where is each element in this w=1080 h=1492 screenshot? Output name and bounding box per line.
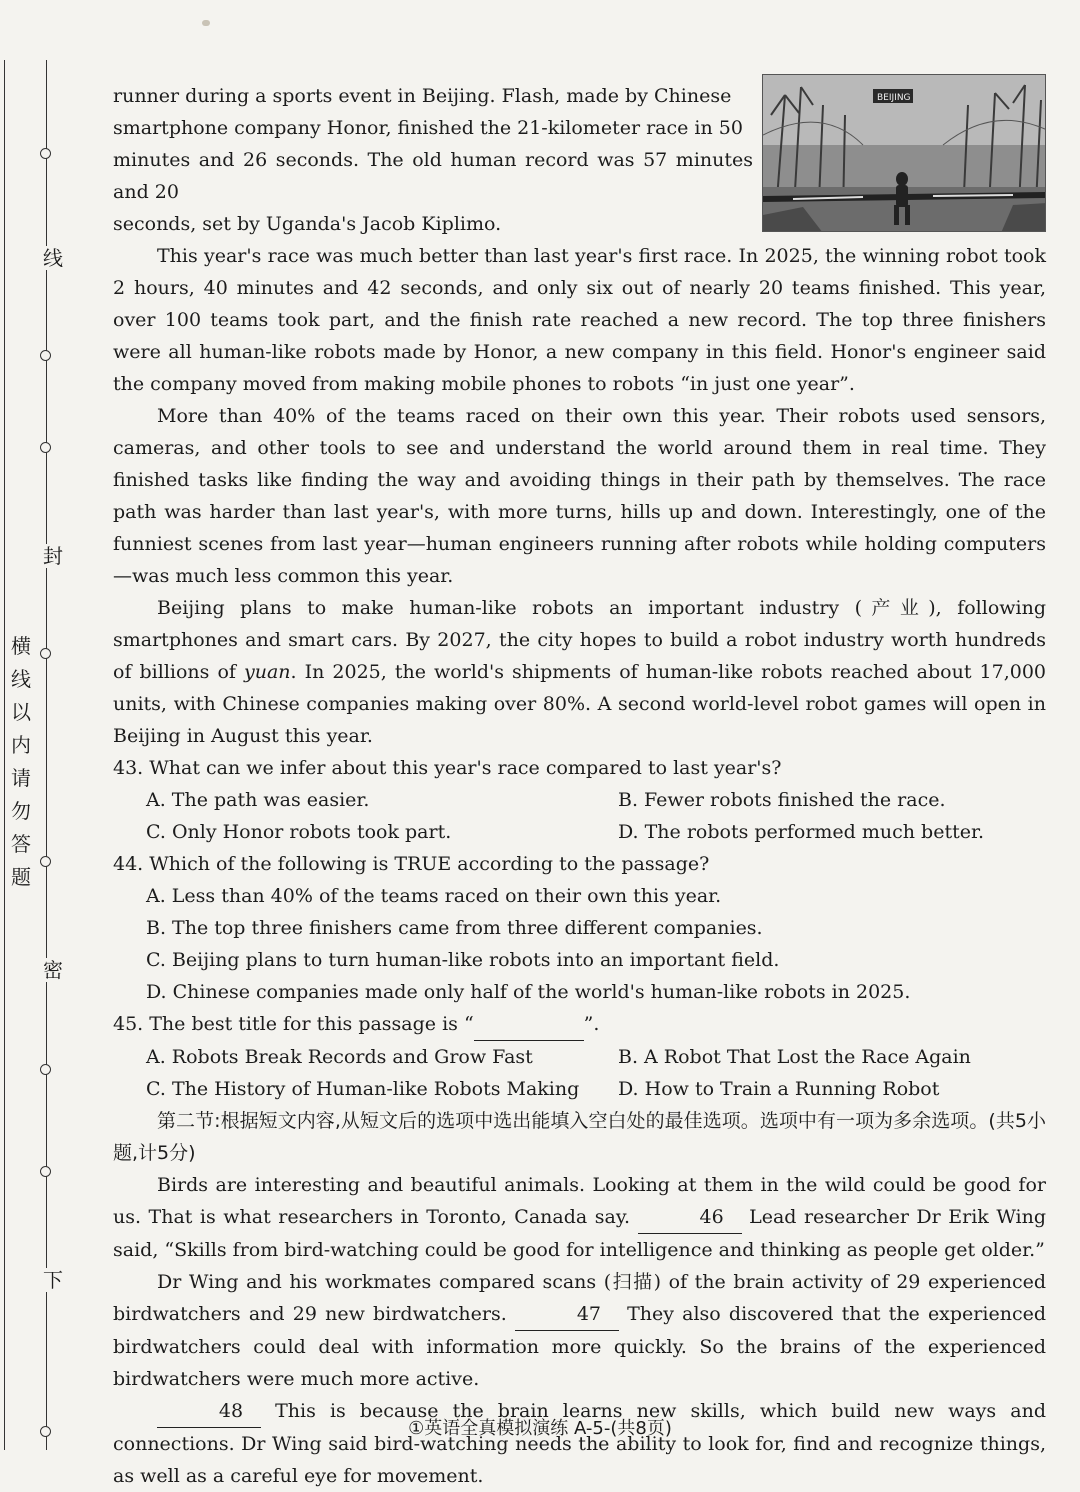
passage-line: seconds, set by Uganda's Jacob Kiplimo. — [113, 213, 502, 235]
option-c: C. Beijing plans to turn human-like robots into an important field. — [146, 949, 780, 971]
paragraph-text: Birds are interesting and beautiful animals. Looking at them in the wild could be good for us. That is what researchers in Toronto, Canada say. — [113, 1174, 1046, 1228]
option-a: A. Less than 40% of the teams raced on their own this year. — [146, 885, 722, 907]
page-footer: ①英语全真模拟演练 A-5-(共8页) — [408, 1418, 672, 1439]
question-text: 45. The best title for this passage is “ — [113, 1013, 474, 1035]
binding-char-xian: 线 — [43, 246, 63, 270]
section-2-instruction: 第二节:根据短文内容,从短文后的选项中选出能填入空白处的最佳选项。选项中有一项为多余选项。(共5小题,计5分) — [113, 1110, 1046, 1164]
passage-paragraph-4 — [113, 592, 1046, 752]
passage-paragraph-3: More than 40% of the teams raced on their own this year. Their robots used sensors, cameras, and other tools to see and understand the world around them in real time. They finished tasks like finding the way and avoiding things in their path by themselves. The race path was harder than last year's, with more turns, hills up and down. Interestingly, one of the funniest scenes from last year—human engineers running after robots while holding computers—was much less common this year. — [113, 405, 1046, 587]
paragraph-text: They also discovered that the experienced birdwatchers could deal with information more quickly. So the brains of the experienced birdwatchers were much more active. — [113, 1303, 1046, 1390]
blank-47: 47 — [515, 1298, 619, 1331]
blank-46: 46 — [638, 1201, 742, 1234]
option-a: A. The path was easier. — [146, 789, 370, 811]
option-d: D. Chinese companies made only half of the world's human-like robots in 2025. — [146, 981, 911, 1003]
binding-char-feng: 封 — [43, 544, 63, 568]
option-a: A. Robots Break Records and Grow Fast — [146, 1046, 533, 1068]
option-d: D. How to Train a Running Robot — [618, 1078, 940, 1100]
binding-outer-line — [4, 60, 5, 1450]
option-b: B. Fewer robots finished the race. — [618, 789, 946, 811]
paragraph-text: Lead researcher Dr Erik Wing said, “Skills from bird-watching could be good for intelligence and thinking as people get older.” — [113, 1206, 1046, 1261]
binding-hole — [40, 1166, 51, 1177]
question-43-options — [113, 784, 1046, 848]
binding-margin — [0, 60, 72, 1450]
binding-hole — [40, 148, 51, 159]
binding-hole — [40, 1064, 51, 1075]
option-c: C. The History of Human-like Robots Making — [146, 1078, 580, 1100]
option-c: C. Only Honor robots took part. — [146, 821, 452, 843]
binding-hole — [40, 442, 51, 453]
binding-hole — [40, 856, 51, 867]
passage-line: smartphone company Honor, finished the 21-kilometer race in 50 — [113, 117, 743, 139]
passage-paragraph-2: This year's race was much better than last year's first race. In 2025, the winning robot took 2 hours, 40 minutes and 42 seconds, and only six out of nearly 20 teams finished. This year, over 100 teams took part, and the finish rate reached a new record. The top three finishers were all human-like robots made by Honor, a new company in this field. Honor's engineer said the company moved from making mobile phones to robots “in just one year”. — [113, 245, 1046, 395]
passage-line: runner during a sports event in Beijing. Flash, made by Chinese — [113, 85, 732, 107]
binding-note: 横线以内请勿答题 — [9, 630, 33, 894]
photo-banner-text: BEIJING — [877, 93, 911, 103]
option-b: B. A Robot That Lost the Race Again — [618, 1046, 971, 1068]
binding-hole — [40, 648, 51, 659]
passage-opening — [113, 80, 753, 240]
blank-48: 48 — [157, 1395, 261, 1428]
binding-char-mi: 密 — [43, 958, 63, 982]
paragraph-text: . In 2025, the world's shipments of human-like robots reached about 17,000 units, with Chinese companies making over 80%. A second world-level robot games will open in Beijing in August this year. — [113, 661, 1047, 747]
paragraph-italic-word: yuan — [243, 661, 291, 683]
question-44-stem: 44. Which of the following is TRUE according to the passage? — [113, 853, 710, 875]
binding-char-xia: 下 — [43, 1268, 63, 1292]
answer-blank — [474, 1008, 584, 1041]
paragraph-text: Dr Wing and his workmates compared scans (扫描) of the brain activity of 29 experienced birdwatchers and 29 new birdwatchers. — [113, 1271, 1046, 1325]
section-2-paragraph-3 — [113, 1395, 1046, 1492]
question-45-stem — [113, 1008, 1046, 1041]
binding-hole — [40, 350, 51, 361]
exam-content — [113, 80, 1046, 1492]
question-45-options — [113, 1041, 1046, 1105]
option-d: D. The robots performed much better. — [618, 821, 985, 843]
question-43-stem: 43. What can we infer about this year's race compared to last year's? — [113, 757, 782, 779]
question-text: ”. — [583, 1013, 600, 1035]
paragraph-text: This is because the brain learns new skills, which build new ways and connections. Dr Wing said bird-watching needs the ability to look for, find and recognize things, as well as a careful eye for movement. — [113, 1400, 1046, 1487]
section-2-paragraph-1 — [113, 1169, 1046, 1266]
paragraph-text: Beijing plans to make human-like robots an important industry (产业), following smartphones and smart cars. By 2027, the city hopes to build a robot industry worth hundreds of billions of — [113, 597, 1046, 683]
option-b: B. The top three finishers came from three different companies. — [146, 917, 763, 939]
paper-speck — [202, 20, 210, 26]
passage-line: minutes and 26 seconds. The old human record was 57 minutes and 20 — [113, 149, 753, 203]
section-2-paragraph-2 — [113, 1266, 1046, 1395]
